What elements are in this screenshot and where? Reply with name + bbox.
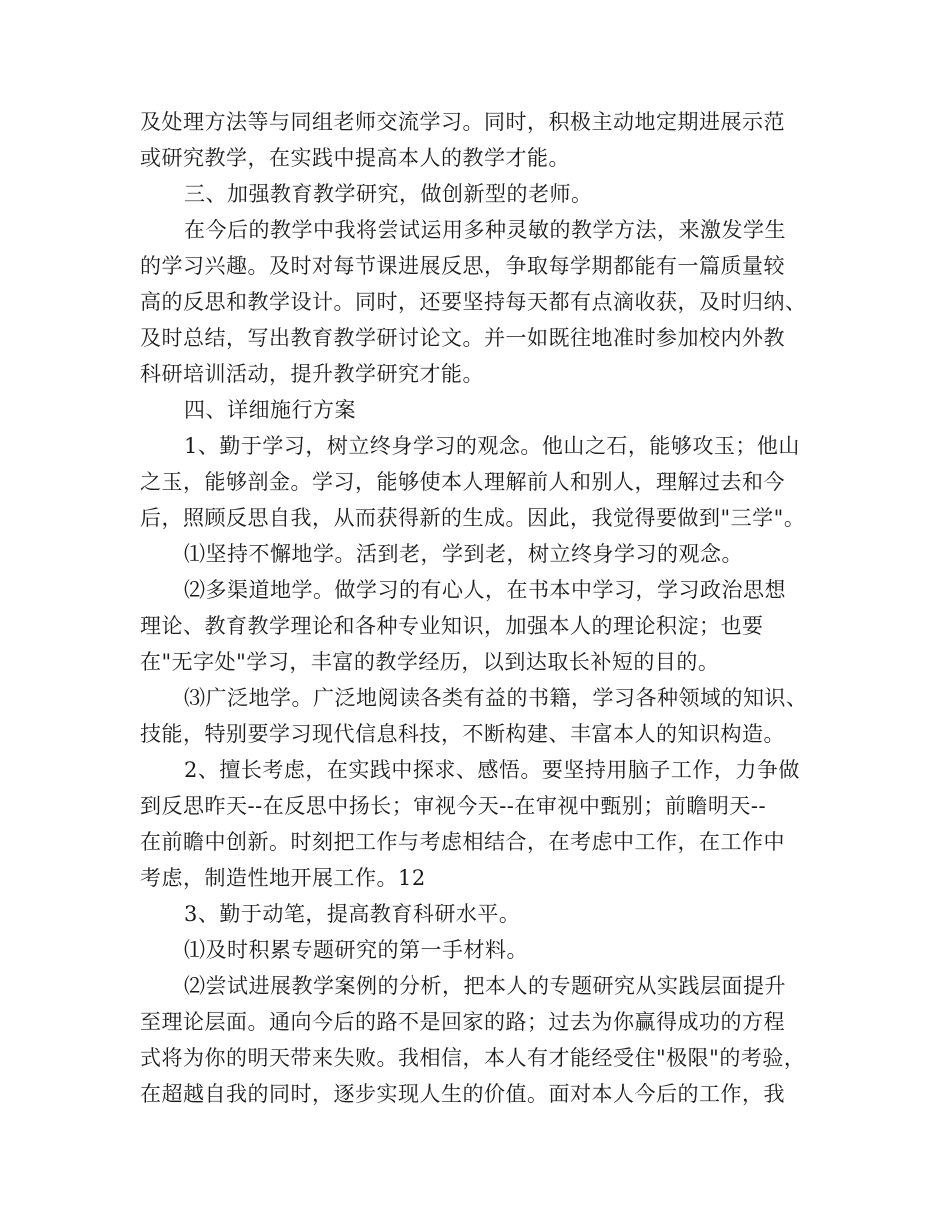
text-line: 之玉，能够剖金。学习，能够使本人理解前人和别人，理解过去和今 (140, 470, 785, 494)
text-line: 到反思昨天--在反思中扬长；审视今天--在审视中甄别；前瞻明天-- (140, 794, 767, 818)
text-line: 的学习兴趣。及时对每节课进展反思，争取每学期都能有一篇质量较 (140, 254, 785, 278)
text-line: 在超越自我的同时，逐步实现人生的价值。面对本人今后的工作，我 (140, 1082, 785, 1106)
text-line: 1、勤于学习，树立终身学习的观念。他山之石，能够攻玉；他山 (184, 434, 800, 458)
text-line: 在"无字处"学习，丰富的教学经历，以到达取长补短的目的。 (140, 650, 720, 674)
text-line: 及时总结，写出教育教学研讨论文。并一如既往地准时参加校内外教 (140, 326, 785, 350)
text-line: ⑶广泛地学。广泛地阅读各类有益的书籍，学习各种领域的知识、 (184, 686, 808, 710)
text-line: 三、加强教育教学研究，做创新型的老师。 (184, 182, 593, 206)
text-line: ⑴及时积累专题研究的第一手材料。 (184, 938, 528, 962)
text-line: ⑵多渠道地学。做学习的有心人，在书本中学习，学习政治思想 (184, 578, 786, 602)
text-line: 理论、教育教学理论和各种专业知识，加强本人的理论积淀；也要 (140, 614, 764, 638)
text-line: 或研究教学，在实践中提高本人的教学才能。 (140, 146, 570, 170)
text-line: ⑴坚持不懈地学。活到老，学到老，树立终身学习的观念。 (184, 542, 743, 566)
text-line: 科研培训活动，提升教学研究才能。 (140, 362, 484, 386)
text-line: 在前瞻中创新。时刻把工作与考虑相结合，在考虑中工作，在工作中 (140, 830, 785, 854)
text-line: 3、勤于动笔，提高教育科研水平。 (184, 902, 521, 926)
text-line: 四、详细施行方案 (184, 398, 356, 422)
text-line: ⑵尝试进展教学案例的分析，把本人的专题研究从实践层面提升 (184, 974, 786, 998)
text-line: 至理论层面。通向今后的路不是回家的路；过去为你赢得成功的方程 (140, 1010, 785, 1034)
text-line: 在今后的教学中我将尝试运用多种灵敏的教学方法，来激发学生 (184, 218, 786, 242)
text-line: 考虑，制造性地开展工作。12 (140, 866, 426, 890)
text-line: 高的反思和教学设计。同时，还要坚持每天都有点滴收获，及时归纳、 (140, 290, 807, 314)
text-line: 及处理方法等与同组老师交流学习。同时，积极主动地定期进展示范 (140, 110, 785, 134)
text-line: 后，照顾反思自我，从而获得新的生成。因此，我觉得要做到"三学"。 (140, 506, 806, 530)
text-line: 技能，特别要学习现代信息科技，不断构建、丰富本人的知识构造。 (140, 722, 785, 746)
document-body (140, 104, 820, 1112)
text-line: 式将为你的明天带来失败。我相信，本人有才能经受住"极限"的考验， (140, 1046, 806, 1070)
text-line: 2、擅长考虑，在实践中探求、感悟。要坚持用脑子工作，力争做 (184, 758, 800, 782)
